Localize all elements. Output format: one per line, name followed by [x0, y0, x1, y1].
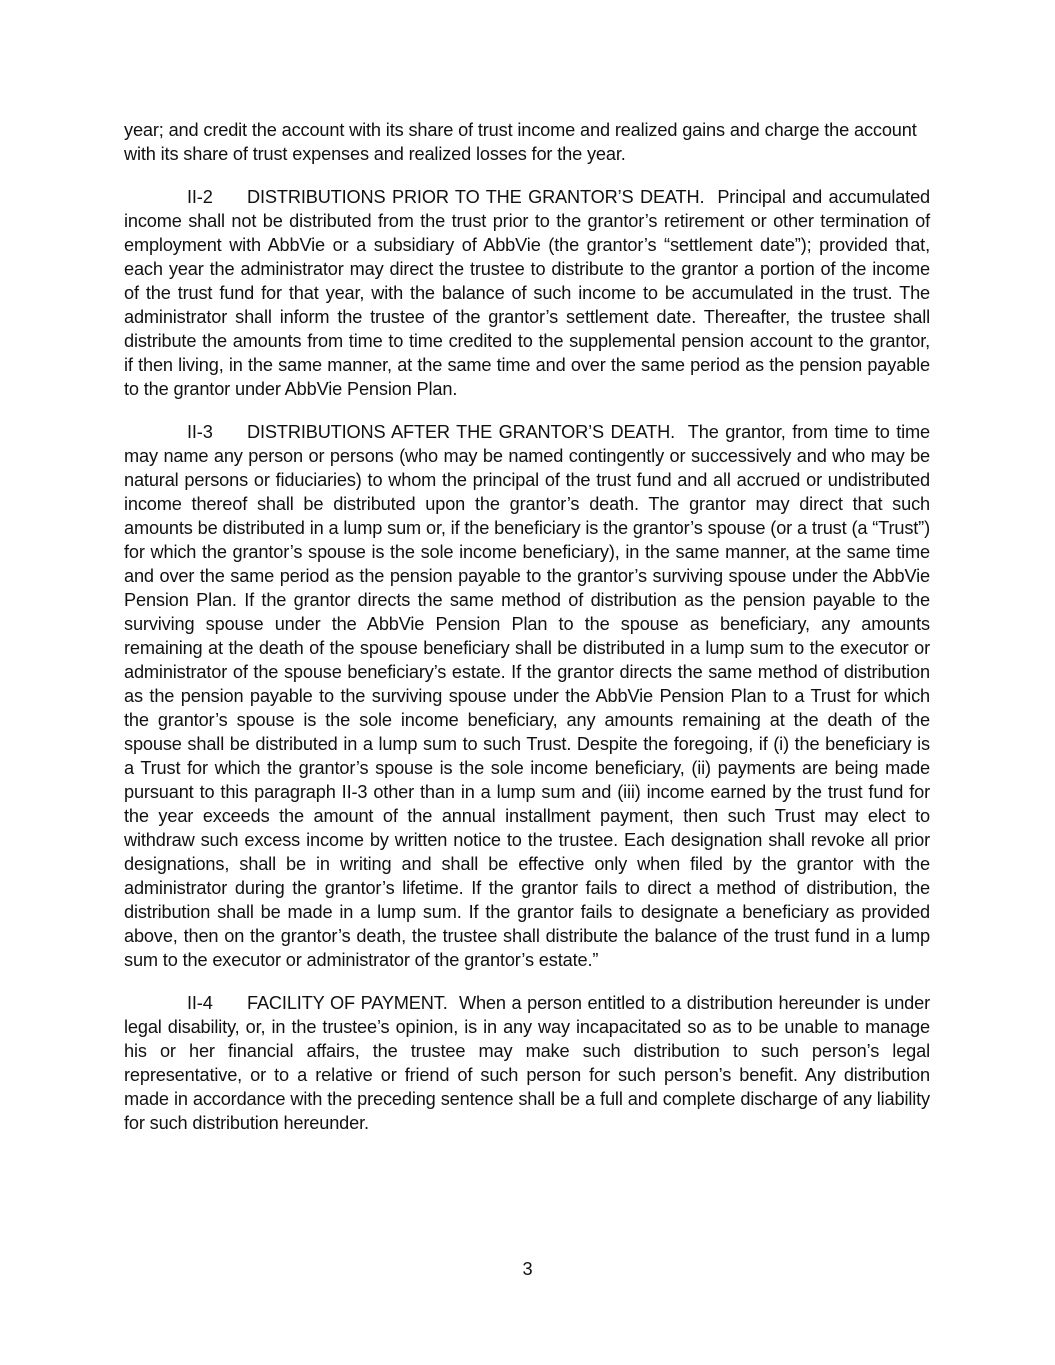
- section-body: Principal and accumulated income shall not be distributed from the trust prior to the grantor’s retirement or other termination of employment with AbbVie or a subsidiary of AbbVie (the grantor’s “settlement date”); provided that, each year the administrator may direct the trustee to distribute to the grantor a portion of the income of the trust fund for that year, with the balance of such income to be accumulated in the trust. The administrator shall inform the trustee of the grantor’s settlement date. Thereafter, the trustee shall distribute the amounts from time to time credited to the supplemental pension account to the grantor, if then living, in the same manner, at the same time and over the same period as the pension payable to the grantor under AbbVie Pension Plan.: [124, 187, 931, 399]
- document-body: [124, 118, 930, 1154]
- section-number: II-2: [187, 187, 213, 207]
- section-heading: FACILITY OF PAYMENT.: [247, 993, 448, 1013]
- section-ii-4: [124, 991, 930, 1135]
- section-ii-3: [124, 420, 930, 972]
- section-number: II-3: [187, 422, 213, 442]
- intro-paragraph: year; and credit the account with its share of trust income and realized gains and charge the account with its share of trust expenses and realized losses for the year.: [124, 120, 917, 164]
- section-heading: DISTRIBUTIONS PRIOR TO THE GRANTOR’S DEATH.: [247, 187, 705, 207]
- section-ii-2: [124, 185, 930, 401]
- section-body: The grantor, from time to time may name any person or persons (who may be named contingently or successively and who may be natural persons or fiduciaries) to whom the principal of the trust fund and all accrued or undistributed income thereof shall be distributed upon the grantor’s death. The grantor may direct that such amounts be distributed in a lump sum or, if the beneficiary is the grantor’s spouse (or a trust (a “Trust”) for which the grantor’s spouse is the sole income beneficiary), in the same manner, at the same time and over the same period as the pension payable to the grantor’s surviving spouse under the AbbVie Pension Plan. If the grantor directs the same method of distribution as the pension payable to the surviving spouse under the AbbVie Pension Plan to the spouse as beneficiary, any amounts remaining at the death of the spouse beneficiary shall be distributed in a lump sum to the executor or administrator of the spouse beneficiary’s estate. If the grantor directs the same method of distribution as the pension payable to the surviving spouse under the AbbVie Pension Plan to a Trust for which the grantor’s spouse is the sole income beneficiary, any amounts remaining at the death of the spouse shall be distributed in a lump sum to such Trust. Despite the foregoing, if (i) the beneficiary is a Trust for which the grantor’s spouse is the sole income beneficiary, (ii) payments are being made pursuant to this paragraph II-3 other than in a lump sum and (iii) income earned by the trust fund for the year exceeds the amount of the annual installment payment, then such Trust may elect to withdraw such excess income by written notice to the trustee. Each designation shall revoke all prior designations, shall be in writing and shall be effective only when filed by the grantor with the administrator during the grantor’s lifetime. If the grantor fails to direct a method of distribution, the distribution shall be made in a lump sum. If the grantor fails to designate a beneficiary as provided above, then on the grantor’s death, the trustee shall distribute the balance of the trust fund in a lump sum to the executor or administrator of the grantor’s estate.”: [124, 422, 930, 970]
- section-body: When a person entitled to a distribution hereunder is under legal disability, or, in the trustee’s opinion, is in any way incapacitated so as to be unable to manage his or her financial affairs, the trustee may make such distribution to such person’s legal representative, or to a relative or friend of such person for such person’s benefit. Any distribution made in accordance with the preceding sentence shall be a full and complete discharge of any liability for such distribution hereunder.: [124, 993, 930, 1133]
- section-number: II-4: [187, 993, 213, 1013]
- section-heading: DISTRIBUTIONS AFTER THE GRANTOR’S DEATH.: [247, 422, 675, 442]
- page-number: 3: [522, 1259, 533, 1279]
